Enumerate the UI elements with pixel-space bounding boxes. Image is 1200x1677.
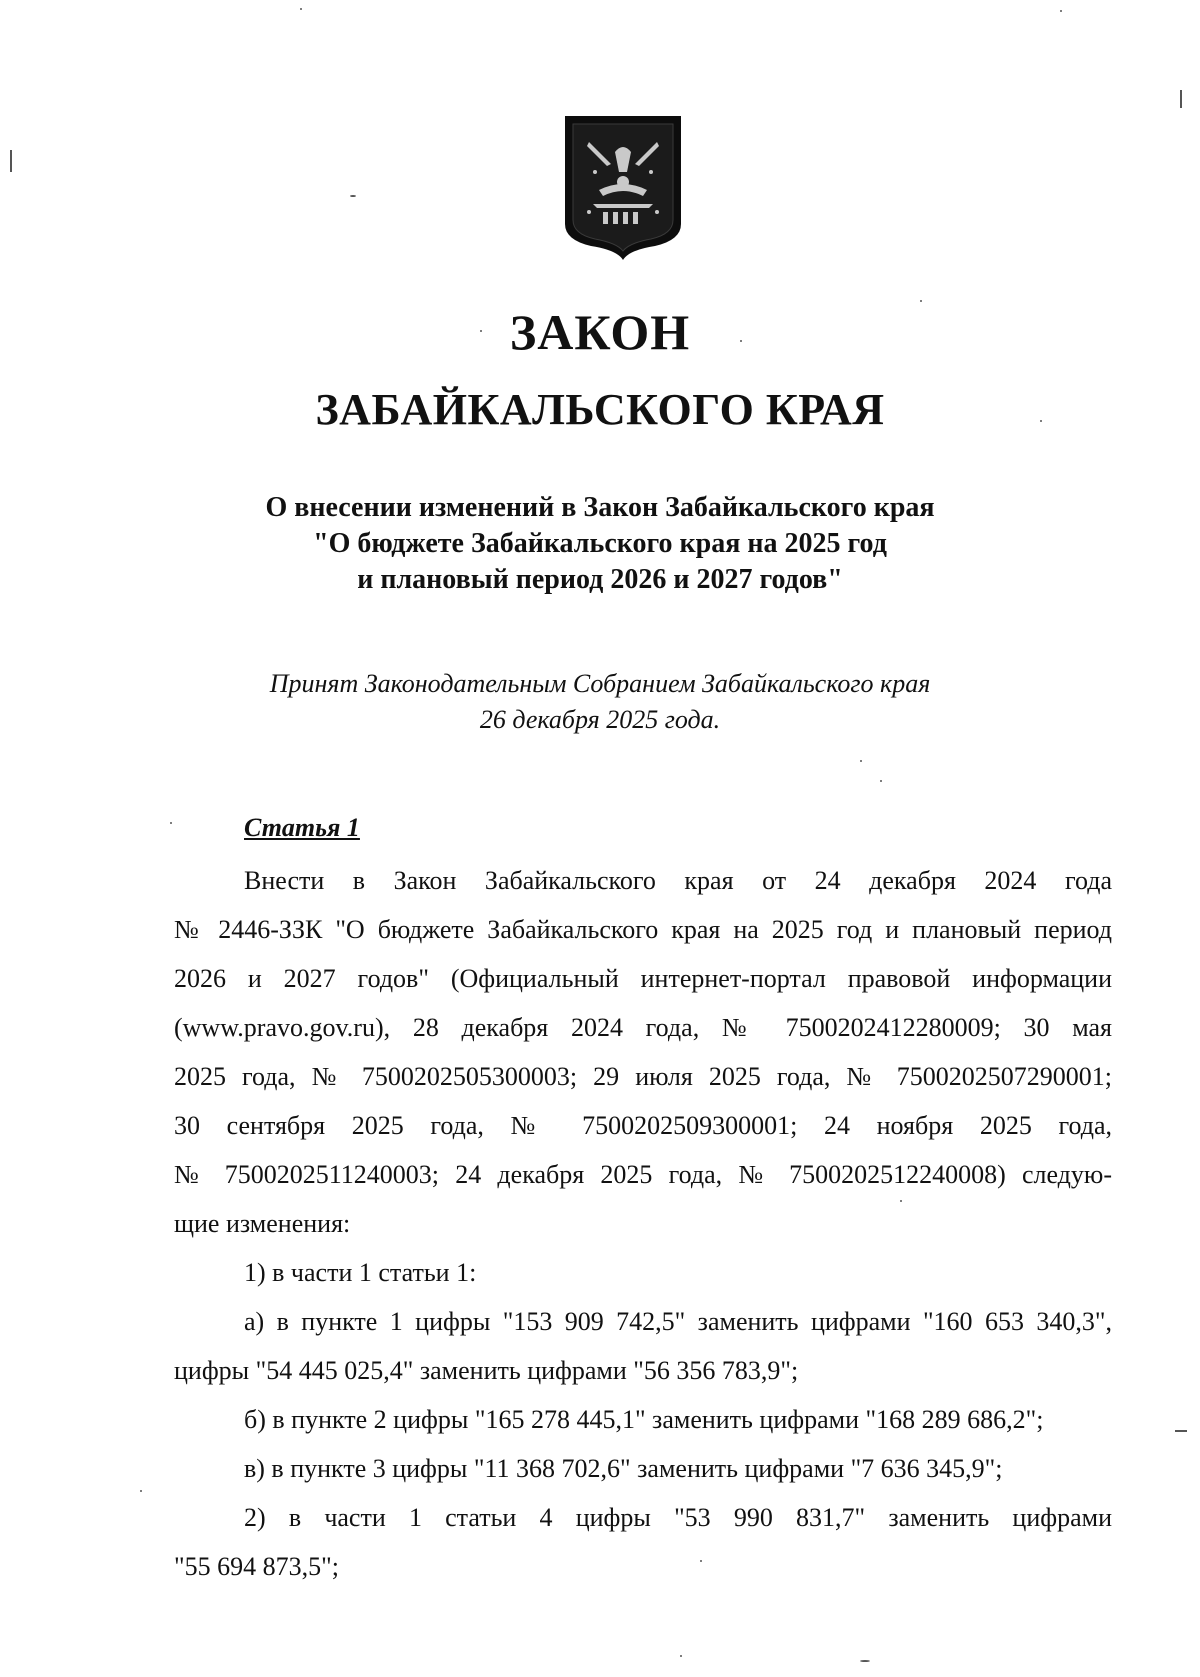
article-body bbox=[174, 856, 1112, 1591]
law-heading-line: О внесении изменений в Закон Забайкальского края bbox=[265, 492, 935, 523]
adoption-date: 26 декабря 2025 года. bbox=[479, 705, 721, 734]
list-item: "55 694 873,5"; bbox=[174, 1552, 339, 1581]
law-heading-line: "О бюджете Забайкальского края на 2025 год bbox=[313, 528, 887, 559]
adoption-note bbox=[0, 666, 1200, 738]
paragraph-line: 30 сентября 2025 года, № 7500202509300001; 24 ноября 2025 года, bbox=[174, 1111, 1112, 1140]
paragraph-line: 2026 и 2027 годов" (Официальный интернет-портал правовой информации bbox=[174, 964, 1112, 993]
paragraph-line: № 7500202511240003; 24 декабря 2025 года, № 7500202512240008) следую- bbox=[174, 1160, 1112, 1189]
document-region-title: ЗАБАЙКАЛЬСКОГО КРАЯ bbox=[315, 385, 885, 434]
paragraph-line: (www.pravo.gov.ru), 28 декабря 2024 года, № 7500202412280009; 30 мая bbox=[174, 1013, 1112, 1042]
law-heading-line: и плановый период 2026 и 2027 годов" bbox=[357, 564, 843, 595]
paragraph-line: щие изменения: bbox=[174, 1209, 351, 1238]
list-item: б) в пункте 2 цифры "165 278 445,1" заменить цифрами "168 289 686,2"; bbox=[244, 1405, 1044, 1434]
article-title: Статья 1 bbox=[244, 813, 360, 842]
list-item: 1) в части 1 статьи 1: bbox=[244, 1258, 477, 1287]
paragraph-line: № 2446-ЗЗК "О бюджете Забайкальского края на 2025 год и плановый период bbox=[174, 915, 1112, 944]
law-heading bbox=[0, 490, 1200, 598]
document-title: ЗАКОН bbox=[509, 304, 691, 360]
coat-of-arms-icon bbox=[559, 112, 687, 262]
adoption-line: Принят Законодательным Собранием Забайкальского края bbox=[269, 669, 931, 698]
list-item: 2) в части 1 статьи 4 цифры "53 990 831,7" заменить цифрами bbox=[244, 1503, 1112, 1532]
list-item: в) в пункте 3 цифры "11 368 702,6" заменить цифрами "7 636 345,9"; bbox=[244, 1454, 1003, 1483]
paragraph-line: Внести в Закон Забайкальского края от 24 декабря 2024 года bbox=[244, 866, 1112, 895]
paragraph-line: 2025 года, № 7500202505300003; 29 июля 2025 года, № 7500202507290001; bbox=[174, 1062, 1112, 1091]
list-item: цифры "54 445 025,4" заменить цифрами "56 356 783,9"; bbox=[174, 1356, 799, 1385]
list-item: а) в пункте 1 цифры "153 909 742,5" заменить цифрами "160 653 340,3", bbox=[244, 1307, 1112, 1336]
